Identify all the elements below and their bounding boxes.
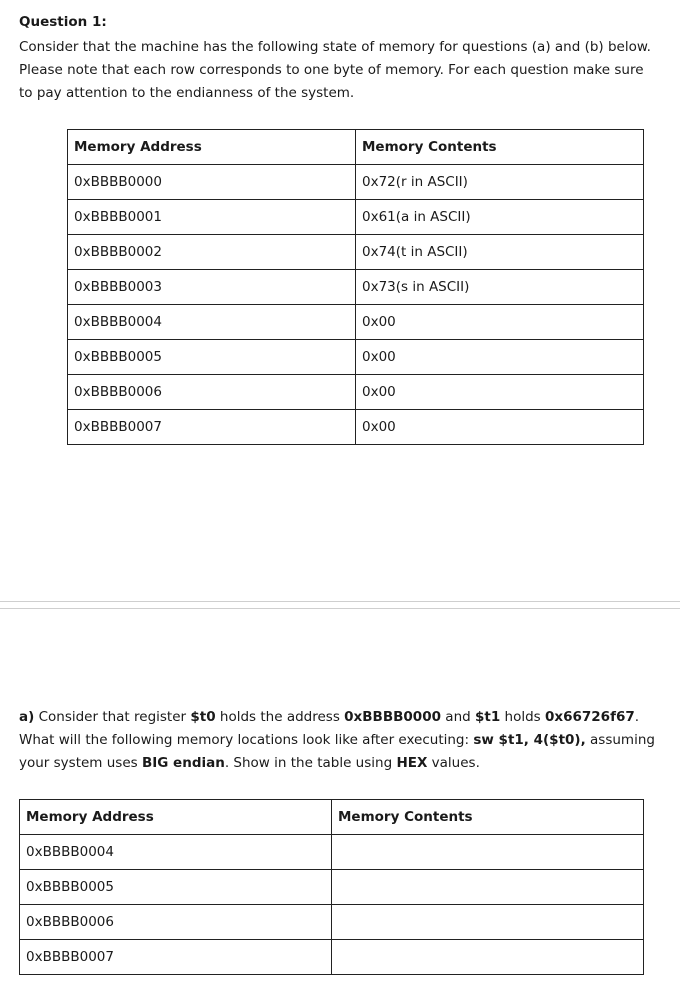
table-row bbox=[68, 270, 644, 305]
table-header-row bbox=[20, 800, 644, 835]
part-a-question bbox=[19, 706, 659, 775]
answer-cell[interactable] bbox=[332, 835, 644, 870]
header-memory-address: Memory Address bbox=[20, 800, 332, 835]
text-run: Consider that register bbox=[34, 709, 191, 725]
address-cell: 0xBBBB0004 bbox=[68, 305, 356, 340]
address-cell: 0xBBBB0007 bbox=[20, 940, 332, 975]
address-cell: 0xBBBB0007 bbox=[68, 410, 356, 445]
memory-state-table bbox=[67, 129, 644, 445]
table-header-row bbox=[68, 130, 644, 165]
answer-table bbox=[19, 799, 644, 975]
address-cell: 0xBBBB0000 bbox=[68, 165, 356, 200]
header-memory-address: Memory Address bbox=[68, 130, 356, 165]
contents-cell: 0x00 bbox=[356, 340, 644, 375]
table-row bbox=[20, 905, 644, 940]
contents-cell: 0x00 bbox=[356, 410, 644, 445]
contents-cell: 0x73(s in ASCII) bbox=[356, 270, 644, 305]
table-row bbox=[68, 235, 644, 270]
table-row bbox=[20, 870, 644, 905]
table-row bbox=[20, 835, 644, 870]
text-run: holds bbox=[500, 709, 545, 725]
address-cell: 0xBBBB0002 bbox=[68, 235, 356, 270]
text-run: holds the address bbox=[215, 709, 345, 725]
address-value: 0xBBBB0000 bbox=[344, 709, 441, 725]
text-run: values. bbox=[427, 755, 480, 771]
address-cell: 0xBBBB0003 bbox=[68, 270, 356, 305]
contents-cell: 0x00 bbox=[356, 305, 644, 340]
table-row bbox=[20, 940, 644, 975]
text-run: . What will the following memory locations look like after executing: bbox=[19, 709, 640, 748]
answer-cell[interactable] bbox=[332, 905, 644, 940]
address-cell: 0xBBBB0005 bbox=[68, 340, 356, 375]
address-cell: 0xBBBB0001 bbox=[68, 200, 356, 235]
text-run: and bbox=[441, 709, 475, 725]
table-row bbox=[68, 375, 644, 410]
header-memory-contents: Memory Contents bbox=[332, 800, 644, 835]
register-t1: $t1 bbox=[474, 709, 501, 725]
table-row bbox=[68, 165, 644, 200]
header-memory-contents: Memory Contents bbox=[356, 130, 644, 165]
address-cell: 0xBBBB0006 bbox=[20, 905, 332, 940]
contents-cell: 0x74(t in ASCII) bbox=[356, 235, 644, 270]
divider-line bbox=[0, 608, 680, 609]
register-value: 0x66726f67 bbox=[545, 709, 635, 725]
hex-keyword: HEX bbox=[396, 755, 428, 771]
answer-cell[interactable] bbox=[332, 870, 644, 905]
table-row bbox=[68, 410, 644, 445]
question-intro: Consider that the machine has the following state of memory for questions (a) and (b) below. Please note that each row corresponds to one byte of memory. For each question make sure to pay attention to the endianness of the system. bbox=[19, 39, 651, 101]
part-label: a) bbox=[19, 709, 35, 725]
contents-cell: 0x00 bbox=[356, 375, 644, 410]
contents-cell: 0x72(r in ASCII) bbox=[356, 165, 644, 200]
question-title: Question 1: bbox=[19, 14, 107, 30]
address-cell: 0xBBBB0004 bbox=[20, 835, 332, 870]
instruction: sw $t1, 4($t0), bbox=[473, 732, 586, 748]
table-row bbox=[68, 200, 644, 235]
text-run: . Show in the table using bbox=[224, 755, 397, 771]
text-run: assuming your system uses bbox=[19, 732, 655, 771]
contents-cell: 0x61(a in ASCII) bbox=[356, 200, 644, 235]
table-row bbox=[68, 305, 644, 340]
endianness: BIG endian bbox=[141, 755, 225, 771]
table-row bbox=[68, 340, 644, 375]
answer-cell[interactable] bbox=[332, 940, 644, 975]
address-cell: 0xBBBB0005 bbox=[20, 870, 332, 905]
register-t0: $t0 bbox=[190, 709, 216, 725]
divider-line bbox=[0, 601, 680, 602]
address-cell: 0xBBBB0006 bbox=[68, 375, 356, 410]
